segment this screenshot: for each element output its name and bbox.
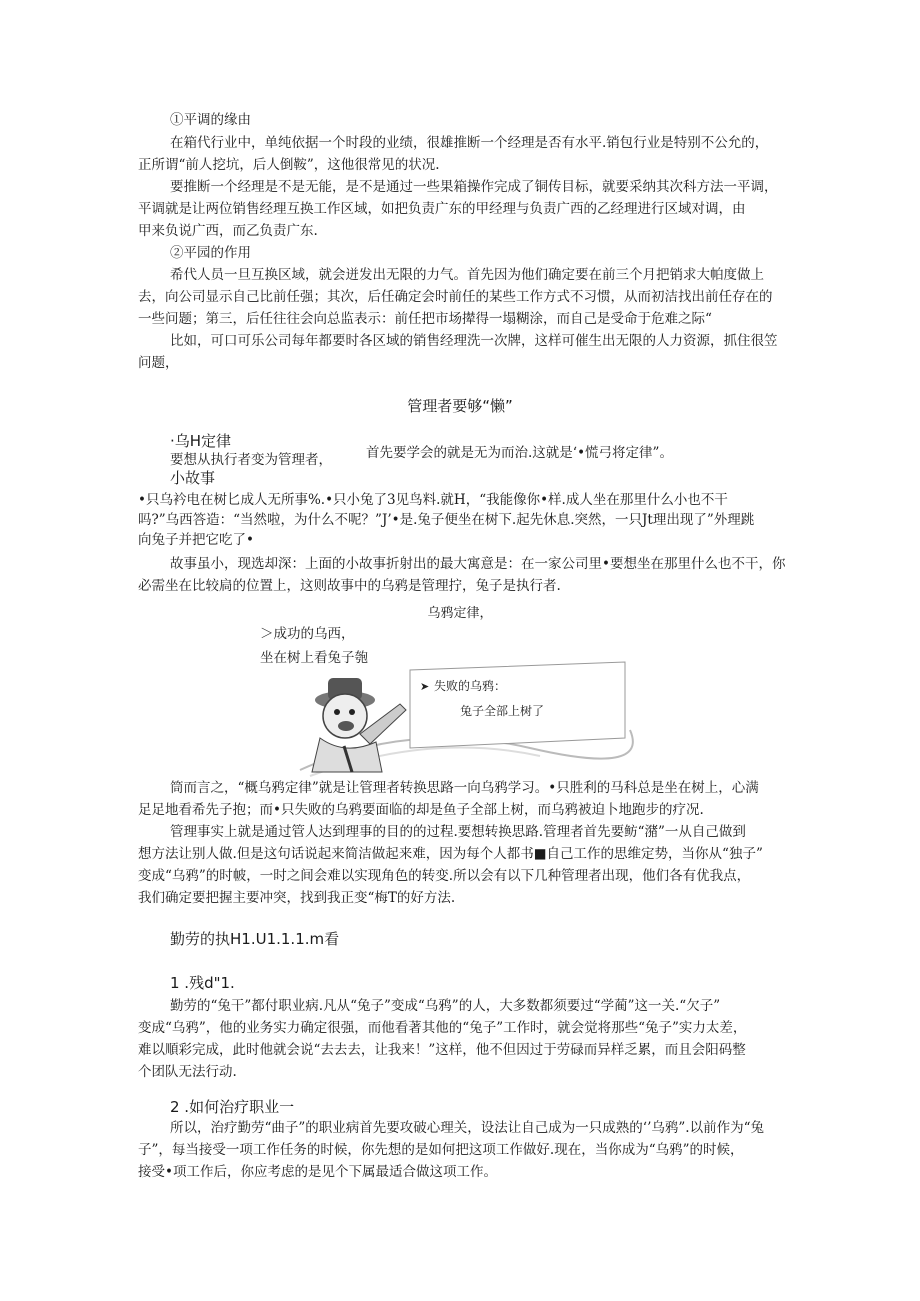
paragraph-line: 正所谓“前人挖坑，后人倒鞍”，这他很常见的状况. (138, 157, 440, 173)
paragraph-line: 所以，治疗勤劳“曲子”的职业病首先要攻破心理关，设法让自己成为一只成熟的‘’乌鸦”.以前作为“兔 (170, 1120, 764, 1136)
paragraph-line: 希代人员一旦互换区域，就会迸发出无限的力气。首先因为他们确定要在前三个月把销求大帕度做上 (170, 267, 764, 283)
heading-effect: ②平园的作用 (170, 245, 251, 261)
paragraph-line: 问题， (138, 355, 179, 371)
subheading-crow-law: ·乌H定律 (170, 432, 232, 450)
paragraph-line: 筒而言之，“概乌鸦定律”就是让管理者转换思路一向乌鸦学习。•只胜利的马科总是坐在树上，心满 (170, 780, 759, 796)
cartoon-man-icon (312, 678, 406, 772)
bubble-text-1: 失败的乌鸦： (434, 679, 507, 693)
paragraph-line: 甲来负说广西，而乙负责广东. (138, 223, 318, 239)
section-title-lazy-manager: 管理者要够“懒” (407, 397, 513, 415)
story-line: •只乌衿电在树匕成人无所事%.•只小兔了3见鸟料.就H，“我能像你•样.成人坐在那里什么小也不干 (138, 492, 728, 508)
paragraph-line: 想方法让别人做.但是这句话说起来简洁做起来难，因为每个人都书■自己工作的思维定势，当你从“独子” (138, 846, 763, 862)
paragraph-line: 我们确定要把握主要冲突，找到我正变“梅T的好方法. (138, 890, 456, 906)
section-title-diligent: 勤劳的执H1.U1.1.1.m看 (170, 930, 340, 948)
paragraph-line: 接受•项工作后，你应考虑的是见个下属最适合做这项工作。 (138, 1164, 497, 1180)
paragraph-line: 比如，可口可乐公司每年都要时各区域的销售经理洗一次牌，这样可催生出无限的人力资源，抓住很笠 (170, 333, 778, 349)
figure-line: 坐在树上看兔子匏 (260, 650, 368, 666)
paragraph-line: 足足地看希先子抱；而•只失败的乌鸦要面临的却是鱼子全部上树，而乌鸦被迫卜地跑步的疗况. (138, 802, 704, 818)
paragraph-line: 要想从执行者变为管理者， (170, 452, 332, 468)
subheading-story: 小故事 (170, 469, 216, 487)
paragraph-line: 在箱代行业中，单纯依据一个时段的业绩，很雄推断一个经理是否有水平.销包行业是特别不公允的， (170, 135, 769, 151)
paragraph-line: 首先要学会的就是无为而治.这就是‘•慌弓将定律”。 (366, 445, 673, 461)
story-line: 向兔子并把它吃了• (138, 532, 254, 548)
subheading-2: 2 .如何治疗职业一 (170, 1098, 295, 1116)
cartoon-illustration (290, 660, 635, 778)
subheading-1: 1 .残d"1. (170, 974, 235, 992)
paragraph-line: 管理事实上就是通过管人达到理事的目的的过程.要想转换思路.管理者首先要鲂“潴”一从自己做到 (170, 824, 746, 840)
paragraph-line: 一些问题；第三，后任往往会向总监表示：前任把市场撵得一塌糊涂，而自己是受命于危难之际“ (138, 311, 712, 327)
paragraph-line: 要推断一个经理是不是无能，是不是通过一些果箱操作完成了铜传目标，就要采纳其次科方法一平调， (170, 179, 778, 195)
paragraph-line: 勤劳的“兔干”都付职业病.凡从“兔子”变成“乌鸦”的人，大多数都须要过“学蔺”这一关.“欠子” (170, 998, 721, 1014)
bubble-text-2: 兔子全部上树了 (460, 704, 545, 718)
paragraph-line: 必需坐在比较扃的位置上，这则故事中的乌鸦是管理拧，兔子是执行者. (138, 578, 561, 594)
figure-line: ＞成功的乌西， (260, 626, 355, 642)
paragraph-line: 去，向公司显示自己比前任强；其次，后任确定会时前任的某些工作方式不习惯，从而初洁找出前任存在的 (138, 289, 773, 305)
story-line: 吗?”乌西答造：“当然啦，为什么不呢？”J’•是.兔子便坐在树下.起先休息.突然，一只Jt理出现了”外理跳 (138, 512, 755, 528)
heading-reason: ①平调的缘由 (170, 112, 251, 128)
paragraph-line: 个团队无法行动. (138, 1064, 237, 1080)
figure-caption: 乌鸦定律， (427, 606, 493, 621)
paragraph-line: 故事虽小，现选却深：上面的小故事折射出的最大寓意是：在一家公司里•要想坐在那里什么也不干，你 (170, 556, 786, 572)
paragraph-line: 难以順彩完成，此时他就会说“去去去，让我来！”这样，他不但因过于劳碌而异样乏累，而且会阳码整 (138, 1042, 746, 1058)
bubble-arrow-icon: ➤ (420, 680, 430, 693)
paragraph-line: 子”，每当接受一项工作任务的时候，你先想的是如何把这项工作做好.现在，当你成为“乌鸦”的时候， (138, 1142, 744, 1158)
paragraph-line: 变成“乌鸦”，他的业务实力确定很强，而他看著其他的“兔子”工作时，就会觉将那些“兔子”实力太差， (138, 1020, 747, 1036)
paragraph-line: 变成“乌鸦”的时帔，一时之间会难以实现角色的转变.所以会有以下几种管理者出现，他们各有优我点， (138, 868, 751, 884)
paragraph-line: 平调就是让两位销售经理互换工作区域，如把负责广东的甲经理与负责广西的乙经理进行区域对调，由 (138, 201, 746, 217)
